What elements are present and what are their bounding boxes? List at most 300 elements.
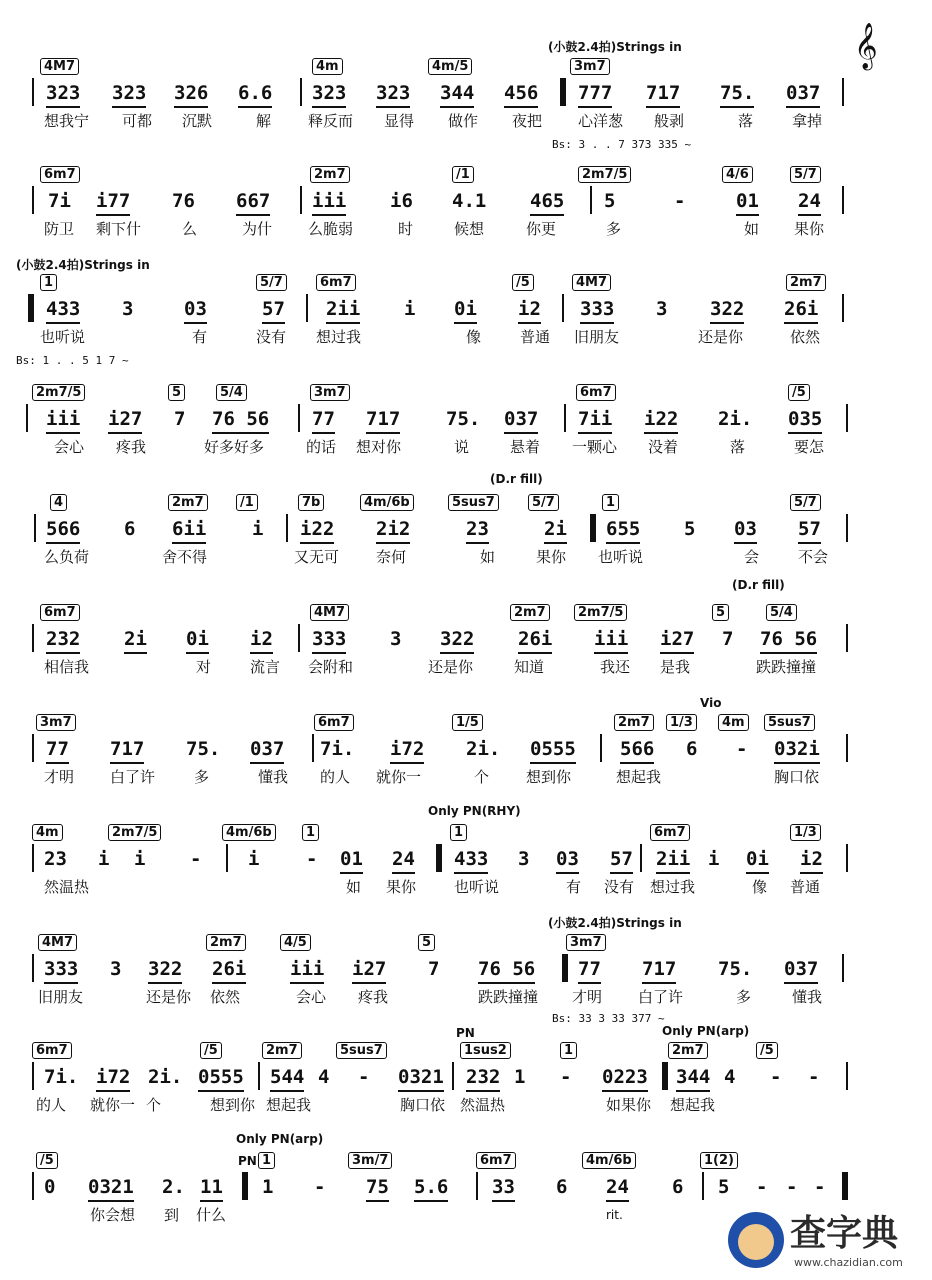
note: 3 (390, 628, 402, 650)
note: 77 (312, 406, 335, 434)
chord: 2m7/5 (574, 604, 627, 621)
piano-arp-note: Only PN(arp) (236, 1132, 324, 1146)
note: 456 (504, 80, 538, 108)
lyric: 到 (164, 1206, 180, 1224)
mascot-face-icon (738, 1224, 774, 1260)
chord: 2m7 (310, 166, 350, 183)
lyric: 想到你 (210, 1096, 256, 1114)
note: 0555 (530, 736, 576, 764)
chord: 5 (168, 384, 185, 401)
lyric: 解 (256, 112, 272, 130)
lyric: 跌跌撞撞 (756, 658, 817, 676)
chord: 1sus2 (460, 1042, 511, 1059)
note: 4.1 (452, 190, 487, 212)
lyric: 候想 (454, 220, 485, 238)
chord: 5 (712, 604, 729, 621)
chord: 5sus7 (336, 1042, 387, 1059)
note: i6 (390, 190, 413, 212)
note: 26i (212, 956, 246, 984)
lyric: 然温热 (460, 1096, 506, 1114)
bass-note-line: Bs: 3 . . 7 373 335 ~ (552, 138, 692, 151)
lyric: 防卫 (44, 220, 75, 238)
note: 2i2 (376, 516, 410, 544)
lyric: 如果你 (606, 1096, 652, 1114)
note: 1 (514, 1066, 526, 1088)
lyric: 胸口依 (774, 768, 820, 786)
chord: /5 (512, 274, 534, 291)
lyric: 心洋葱 (578, 112, 624, 130)
chord: 6m7 (40, 166, 80, 183)
note: 5 (684, 518, 696, 540)
drum-fill-note: (D.r fill) (490, 472, 543, 486)
note: 76 56 (760, 626, 817, 654)
chord: /5 (200, 1042, 222, 1059)
logo-text: 查字典 (790, 1213, 899, 1254)
note: i (134, 848, 146, 870)
lyric: 依然 (210, 988, 241, 1006)
violin-note: Vio (700, 696, 722, 710)
note: 717 (366, 406, 400, 434)
note: 7i. (320, 738, 355, 760)
chord: /5 (756, 1042, 778, 1059)
note: 3 (110, 958, 122, 980)
note: 2i. (466, 738, 501, 760)
chord: 4m (718, 714, 749, 731)
chord: 4m/6b (582, 1152, 636, 1169)
note: 77 (578, 956, 601, 984)
lyric: 落 (738, 112, 754, 130)
note: 75 (366, 1174, 389, 1202)
note: 323 (46, 80, 80, 108)
lyric: 然温热 (44, 878, 90, 896)
chord: 6m7 (316, 274, 356, 291)
note: 75. (720, 80, 754, 108)
note: 01 (736, 188, 759, 216)
chord: 6m7 (32, 1042, 72, 1059)
note: 6 (556, 1176, 568, 1198)
note: 77 (46, 736, 69, 764)
chord: 2m7/5 (578, 166, 631, 183)
chord: 3m7 (570, 58, 610, 75)
lyric: 疼我 (116, 438, 147, 456)
lyric: 旧朋友 (574, 328, 620, 346)
note: - (814, 1176, 826, 1198)
lyric: 会心 (296, 988, 327, 1006)
chord: 1 (560, 1042, 577, 1059)
chord: 7b (298, 494, 324, 511)
note: 2i. (148, 1066, 183, 1088)
chord: 3m7 (36, 714, 76, 731)
chord: 2m7 (614, 714, 654, 731)
lyric: 有 (566, 878, 582, 896)
lyric: 想到你 (526, 768, 572, 786)
strings-in-note: (小鼓2.4拍)Strings in (548, 40, 682, 54)
chord: 1 (450, 824, 467, 841)
lyric: 个 (474, 768, 490, 786)
lyric: 如 (480, 548, 496, 566)
lyric: 般剥 (654, 112, 685, 130)
chord: 4m/5 (428, 58, 472, 75)
chord: /5 (36, 1152, 58, 1169)
bass-note-line: Bs: 1 . . 5 1 7 ~ (16, 354, 129, 367)
lyric: 还是你 (698, 328, 744, 346)
chord: 6m7 (650, 824, 690, 841)
note: 01 (340, 846, 363, 874)
note: 3 (122, 298, 134, 320)
bass-note-line: Bs: 33 3 33 377 ~ (552, 1012, 665, 1025)
note: i (708, 848, 720, 870)
note: 23 (466, 516, 489, 544)
note: 035 (788, 406, 822, 434)
lyric: 我还 (600, 658, 631, 676)
lyric: 多 (194, 768, 210, 786)
note: - (190, 848, 202, 870)
note: 566 (620, 736, 654, 764)
lyric: 想过我 (650, 878, 696, 896)
note: 7 (722, 628, 734, 650)
chord: 2m7/5 (108, 824, 161, 841)
note: i2 (800, 846, 823, 874)
lyric: 拿掉 (792, 112, 823, 130)
chord: 4M7 (572, 274, 611, 291)
lyric: 悬着 (510, 438, 541, 456)
note: 6 (124, 518, 136, 540)
lyric: 想对你 (356, 438, 402, 456)
note: i22 (644, 406, 678, 434)
lyric: 沉默 (182, 112, 213, 130)
note: 333 (44, 956, 78, 984)
chord: 5/7 (790, 166, 821, 183)
lyric: 想起我 (616, 768, 662, 786)
lyric: 想起我 (266, 1096, 312, 1114)
lyric: 的话 (306, 438, 337, 456)
note: 11 (200, 1174, 223, 1202)
strings-in-note: (小鼓2.4拍)Strings in (548, 916, 682, 930)
lyric: 没有 (604, 878, 635, 896)
lyric: 胸口依 (400, 1096, 446, 1114)
note: 76 56 (212, 406, 269, 434)
note: 76 56 (478, 956, 535, 984)
logo-url: www.chazidian.com (794, 1256, 903, 1269)
chord: /1 (452, 166, 474, 183)
note: 717 (646, 80, 680, 108)
lyric: 又无可 (294, 548, 340, 566)
note: 3 (656, 298, 668, 320)
lyric: 才明 (572, 988, 603, 1006)
note: 2i. (718, 408, 753, 430)
note: i27 (108, 406, 142, 434)
note: 24 (392, 846, 415, 874)
note: 4 (318, 1066, 330, 1088)
note: i27 (660, 626, 694, 654)
lyric: 多 (606, 220, 622, 238)
note: 57 (610, 846, 633, 874)
note: 57 (262, 296, 285, 324)
chord: 1 (302, 824, 319, 841)
lyric: 要怎 (794, 438, 825, 456)
note: 322 (710, 296, 744, 324)
lyric: 奈何 (376, 548, 407, 566)
lyric: 么负荷 (44, 548, 90, 566)
chord: 2m7 (510, 604, 550, 621)
note: 667 (236, 188, 270, 216)
chord: 4M7 (310, 604, 349, 621)
lyric: 还是你 (428, 658, 474, 676)
lyric: 多 (736, 988, 752, 1006)
lyric: 剩下什 (96, 220, 142, 238)
chord: 5/7 (256, 274, 287, 291)
lyric: 想我宁 (44, 112, 90, 130)
lyric: 时 (398, 220, 414, 238)
note: i72 (390, 736, 424, 764)
note: 777 (578, 80, 612, 108)
lyric: 会 (744, 548, 760, 566)
note: i2 (518, 296, 541, 324)
chord: 3m7 (310, 384, 350, 401)
chord: 4/5 (280, 934, 311, 951)
note: 6ii (172, 516, 206, 544)
chord: 3m7 (566, 934, 606, 951)
chord: 4 (50, 494, 67, 511)
note: 566 (46, 516, 80, 544)
pn-mark: PN (456, 1026, 475, 1040)
lyric: 疼我 (358, 988, 389, 1006)
note: - (756, 1176, 768, 1198)
note: 0i (746, 846, 769, 874)
note: 037 (786, 80, 820, 108)
note: 333 (580, 296, 614, 324)
chord: 4m/6b (222, 824, 276, 841)
lyric: 像 (752, 878, 768, 896)
note: i22 (300, 516, 334, 544)
note: 0321 (88, 1174, 134, 1202)
lyric: 没有 (256, 328, 287, 346)
lyric: 懂我 (792, 988, 823, 1006)
lyric: 果你 (536, 548, 567, 566)
note: 75. (718, 958, 753, 980)
note: 0i (454, 296, 477, 324)
lyric: 么 (182, 220, 198, 238)
lyric: 什么 (196, 1206, 227, 1224)
lyric: 显得 (384, 112, 415, 130)
lyric: 没着 (648, 438, 679, 456)
chord: 1/3 (790, 824, 821, 841)
note: - (808, 1066, 820, 1088)
note: 7i (48, 190, 71, 212)
lyric: 你会想 (90, 1206, 136, 1224)
note: 24 (798, 188, 821, 216)
note: 7 (174, 408, 186, 430)
lyric: 如 (346, 878, 362, 896)
chord: 2m7 (206, 934, 246, 951)
note: 323 (376, 80, 410, 108)
chord: 2m7 (786, 274, 826, 291)
lyric: 果你 (794, 220, 825, 238)
note: i27 (352, 956, 386, 984)
lyric: rit. (606, 1208, 623, 1222)
chord: 5/7 (528, 494, 559, 511)
pn-mark: PN (238, 1154, 257, 1168)
note: 2ii (656, 846, 690, 874)
chord: 1/5 (452, 714, 483, 731)
lyric: 不会 (798, 548, 829, 566)
note: 037 (504, 406, 538, 434)
lyric: 你更 (526, 220, 557, 238)
lyric: 为什 (242, 220, 273, 238)
lyric: 流言 (250, 658, 281, 676)
note: 344 (676, 1064, 710, 1092)
chord: 2m7 (168, 494, 208, 511)
note: 0555 (198, 1064, 244, 1092)
lyric: 知道 (514, 658, 545, 676)
lyric: 落 (730, 438, 746, 456)
piano-arp-note: Only PN(arp) (662, 1024, 750, 1038)
note: 5 (718, 1176, 730, 1198)
note: i (404, 298, 416, 320)
note: 322 (440, 626, 474, 654)
lyric: 对 (196, 658, 212, 676)
note: 465 (530, 188, 564, 216)
note: 655 (606, 516, 640, 544)
note: 33 (492, 1174, 515, 1202)
chord: /5 (788, 384, 810, 401)
lyric: 相信我 (44, 658, 90, 676)
lyric: 才明 (44, 768, 75, 786)
note: 5.6 (414, 1174, 448, 1202)
drum-fill-note: (D.r fill) (732, 578, 785, 592)
chord: 4M7 (38, 934, 77, 951)
lyric: 白了许 (638, 988, 684, 1006)
lyric: 依然 (790, 328, 821, 346)
note: 032i (774, 736, 820, 764)
chord: 2m7 (668, 1042, 708, 1059)
lyric: 舍不得 (162, 548, 208, 566)
lyric: 也听说 (598, 548, 644, 566)
note: 24 (606, 1174, 629, 1202)
note: 323 (312, 80, 346, 108)
note: iii (290, 956, 324, 984)
note: 3 (518, 848, 530, 870)
lyric: 如 (744, 220, 760, 238)
chord: 3m/7 (348, 1152, 392, 1169)
note: 4 (724, 1066, 736, 1088)
note: 2. (162, 1176, 185, 1198)
chord: 4m (32, 824, 63, 841)
chord: 4m (312, 58, 343, 75)
lyric: 想起我 (670, 1096, 716, 1114)
note: 333 (312, 626, 346, 654)
lyric: 的人 (36, 1096, 67, 1114)
lyric: 懂我 (258, 768, 289, 786)
note: 23 (44, 848, 67, 870)
note: - (736, 738, 748, 760)
note: - (560, 1066, 572, 1088)
lyric: 释反而 (308, 112, 354, 130)
note: 26i (518, 626, 552, 654)
piano-rhythm-note: Only PN(RHY) (428, 804, 521, 818)
lyric: 果你 (386, 878, 417, 896)
note: 0223 (602, 1064, 648, 1092)
note: 75. (446, 408, 481, 430)
lyric: 想过我 (316, 328, 362, 346)
lyric: 个 (146, 1096, 162, 1114)
chord: 6m7 (476, 1152, 516, 1169)
lyric: 旧朋友 (38, 988, 84, 1006)
note: 75. (186, 738, 221, 760)
lyric: 会附和 (308, 658, 354, 676)
lyric: 像 (466, 328, 482, 346)
note: 6.6 (238, 80, 272, 108)
lyric: 也听说 (40, 328, 86, 346)
lyric: 可都 (122, 112, 153, 130)
note: 344 (440, 80, 474, 108)
note: 2i (544, 516, 567, 544)
note: i (252, 518, 264, 540)
note: - (674, 190, 686, 212)
note: 037 (250, 736, 284, 764)
note: 03 (734, 516, 757, 544)
treble-clef-icon: 𝄞 (854, 23, 878, 69)
lyric: 说 (454, 438, 470, 456)
chord: 2m7 (262, 1042, 302, 1059)
note: - (358, 1066, 370, 1088)
note: i (98, 848, 110, 870)
lyric: 会心 (54, 438, 85, 456)
lyric: 是我 (660, 658, 691, 676)
note: - (786, 1176, 798, 1198)
note: 7 (428, 958, 440, 980)
note: iii (312, 188, 346, 216)
note: 2ii (326, 296, 360, 324)
note: i77 (96, 188, 130, 216)
lyric: 还是你 (146, 988, 192, 1006)
note: 037 (784, 956, 818, 984)
note: iii (46, 406, 80, 434)
chord: /1 (236, 494, 258, 511)
lyric: 就你一 (376, 768, 422, 786)
note: 433 (454, 846, 488, 874)
note: 6 (686, 738, 698, 760)
chord: 6m7 (314, 714, 354, 731)
note: 7i. (44, 1066, 79, 1088)
chord: 2m7/5 (32, 384, 85, 401)
note: 0321 (398, 1064, 444, 1092)
note: 717 (110, 736, 144, 764)
lyric: 的人 (320, 768, 351, 786)
chord: 5sus7 (764, 714, 815, 731)
site-logo (728, 1208, 928, 1276)
note: 544 (270, 1064, 304, 1092)
note: 326 (174, 80, 208, 108)
chord: 4m/6b (360, 494, 414, 511)
note: 433 (46, 296, 80, 324)
note: i72 (96, 1064, 130, 1092)
note: i2 (250, 626, 273, 654)
chord: 5sus7 (448, 494, 499, 511)
note: 232 (466, 1064, 500, 1092)
note: 57 (798, 516, 821, 544)
chord: 4/6 (722, 166, 753, 183)
lyric: 有 (192, 328, 208, 346)
note: 322 (148, 956, 182, 984)
note: 717 (642, 956, 676, 984)
note: 76 (172, 190, 195, 212)
chord: 5 (418, 934, 435, 951)
note: iii (594, 626, 628, 654)
lyric: 好多好多 (204, 438, 265, 456)
lyric: 就你一 (90, 1096, 136, 1114)
note: 26i (784, 296, 818, 324)
